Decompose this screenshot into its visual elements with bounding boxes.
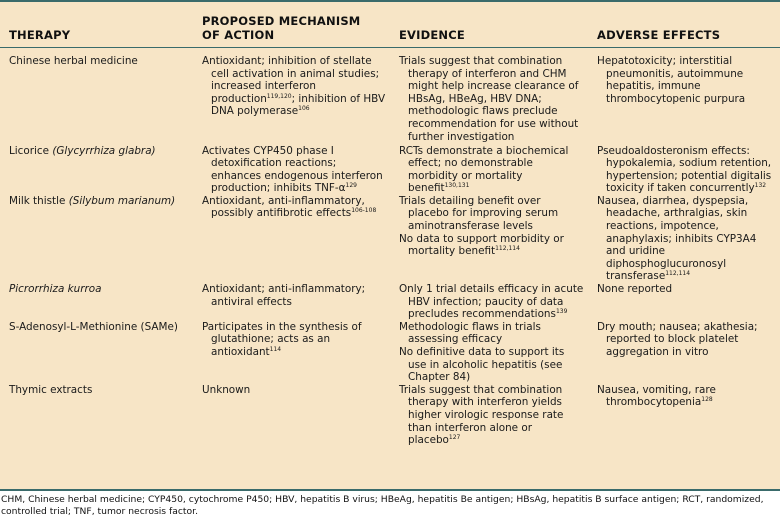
citation-reference: 106-108 — [351, 207, 377, 215]
cell-text: Nausea, vomiting, rare thrombocytopenia — [597, 383, 716, 409]
therapy-latin-name: (Glycyrrhiza glabra) — [52, 144, 156, 157]
header-mechanism: PROPOSED MECHANISM OF ACTION — [193, 2, 390, 48]
evidence-text — [399, 346, 584, 384]
cell-text: Antioxidant; inhibition of stellate cell activation in animal studies; increased interferon production — [202, 55, 380, 105]
cell-text: No data to support morbidity or mortality benefit — [399, 232, 564, 258]
mechanism-text — [202, 384, 386, 397]
table-body — [0, 48, 780, 449]
adverse-effects-cell — [588, 48, 780, 145]
therapy-common-name: Milk thistle — [9, 194, 69, 207]
therapy-name — [9, 195, 189, 208]
evidence-cell — [390, 384, 588, 449]
adverse-effects-text — [597, 55, 776, 105]
citation-reference: 128 — [701, 396, 713, 404]
adverse-effects-cell — [588, 145, 780, 195]
adverse-effects-text — [597, 321, 776, 359]
cell-text: Participates in the synthesis of glutathione; acts as an antioxidant — [202, 320, 362, 358]
cell-text: Dry mouth; nausea; akathesia; reported to block platelet aggregation in vitro — [597, 320, 758, 358]
adverse-effects-cell — [588, 195, 780, 283]
cell-text: RCTs demonstrate a biochemical effect; no demonstrable morbidity or mortality benefit — [399, 144, 569, 195]
citation-reference: 132 — [754, 182, 767, 190]
adverse-effects-cell — [588, 321, 780, 384]
evidence-cell — [390, 145, 588, 195]
adverse-effects-text — [597, 283, 776, 296]
adverse-effects-text — [597, 195, 776, 283]
cell-text: Methodologic flaws in trials assessing efficacy — [399, 320, 541, 346]
therapy-common-name: S-Adenosyl-L-Methionine (SAMe) — [9, 320, 178, 333]
citation-reference: 112,114 — [665, 270, 691, 278]
citation-reference: 114 — [269, 346, 282, 353]
evidence-text — [399, 384, 584, 447]
mechanism-text — [202, 145, 386, 195]
cell-text: Trials detailing benefit over placebo for improving serum aminotransferase levels — [399, 194, 559, 233]
evidence-text — [399, 321, 584, 346]
therapy-name — [9, 145, 189, 158]
citation-reference: 129 — [345, 182, 357, 190]
mechanism-text — [202, 195, 386, 220]
mechanism-text — [202, 321, 386, 359]
cell-text: Hepatotoxicity; interstitial pneumonitis, autoimmune hepatitis, immune thrombocytopenic purpura — [597, 55, 746, 105]
evidence-cell — [390, 195, 588, 283]
cell-text: Unknown — [202, 383, 251, 396]
therapy-cell — [0, 48, 193, 145]
mechanism-cell — [193, 195, 390, 283]
citation-reference: 106 — [298, 105, 310, 113]
table-row — [0, 384, 780, 449]
evidence-cell — [390, 283, 588, 321]
header-evidence: EVIDENCE — [390, 2, 588, 48]
therapy-name — [9, 384, 189, 397]
therapy-cell — [0, 321, 193, 384]
evidence-text — [399, 283, 584, 321]
header-therapy: THERAPY — [0, 2, 193, 48]
citation-reference: 127 — [448, 434, 461, 442]
table-row — [0, 321, 780, 384]
table-row — [0, 145, 780, 195]
table-row — [0, 195, 780, 283]
cell-text: ; inhibition of HBV DNA polymerase — [211, 92, 386, 118]
adverse-effects-cell — [588, 384, 780, 449]
therapy-latin-name: (Silybum marianum) — [68, 194, 176, 207]
therapy-common-name: Licorice — [9, 144, 53, 157]
cell-text: Activates CYP450 phase I detoxification reactions; enhances endogenous interferon production; inhibits TNF-α — [202, 144, 383, 195]
mechanism-cell — [193, 145, 390, 195]
therapy-cell — [0, 195, 193, 283]
citation-reference: 119,120 — [266, 92, 292, 100]
mechanism-cell — [193, 283, 390, 321]
citation-reference: 130,131 — [444, 182, 470, 190]
therapy-common-name: Thymic extracts — [9, 383, 93, 396]
therapy-name — [9, 321, 189, 334]
citation-reference: 112,114 — [495, 245, 520, 253]
therapy-cell — [0, 384, 193, 449]
mechanism-cell — [193, 384, 390, 449]
table-footnote: CHM, Chinese herbal medicine; CYP450, cytochrome P450; HBV, hepatitis B virus; HBeAg, hepatitis Be antigen; HBsAg, hepatitis B surface antigen; RCT, randomized, controlled trial; TNF, tumor necrosis factor. — [1, 494, 764, 517]
cell-text: Antioxidant, anti-inflammatory, possibly antifibrotic effects — [202, 194, 365, 220]
therapy-latin-name: Picrorrhiza kurroa — [9, 283, 102, 296]
cell-text: Pseudoaldosteronism effects: hypokalemia, sodium retention, hypertension; potential digitalis toxicity if taken concurrently — [597, 144, 772, 195]
evidence-text — [399, 55, 584, 143]
table-row — [0, 283, 780, 321]
cell-text: Nausea, diarrhea, dyspepsia, headache, arthralgias, skin reactions, impotence, anaphylaxis; inhibits CYP3A4 and uridine diphosphoglucuronosyl transferase — [597, 194, 757, 283]
therapy-common-name: Chinese herbal medicine — [9, 55, 138, 67]
adverse-effects-text — [597, 145, 776, 195]
cell-text: No definitive data to support its use in alcoholic hepatitis (see Chapter 84) — [399, 346, 565, 384]
adverse-effects-cell — [588, 283, 780, 321]
therapy-name — [9, 283, 189, 296]
evidence-cell — [390, 321, 588, 384]
mechanism-cell — [193, 48, 390, 145]
evidence-text — [399, 145, 584, 195]
mechanism-text — [202, 55, 386, 118]
therapy-table — [0, 2, 780, 449]
evidence-cell — [390, 48, 588, 145]
header-row — [0, 2, 780, 48]
adverse-effects-text — [597, 384, 776, 409]
cell-text: None reported — [597, 283, 673, 296]
mechanism-cell — [193, 321, 390, 384]
evidence-text — [399, 233, 584, 258]
therapy-cell — [0, 145, 193, 195]
therapy-name — [9, 55, 189, 68]
header-adverse-effects: ADVERSE EFFECTS — [588, 2, 780, 48]
table-row — [0, 48, 780, 145]
citation-reference: 139 — [555, 308, 568, 316]
cell-text: Only 1 trial details efficacy in acute HBV infection; paucity of data precludes recommendations — [399, 283, 584, 321]
cell-text: Antioxidant; anti-inflammatory; antiviral effects — [202, 283, 366, 308]
mechanism-text — [202, 283, 386, 308]
cell-text: Trials suggest that combination therapy of interferon and CHM might help increase clearance of HBsAg, HBeAg, HBV DNA; methodologic flaws preclude recommendation for use without further investigation — [399, 55, 579, 143]
therapy-cell — [0, 283, 193, 321]
cell-text: Trials suggest that combination therapy with interferon yields higher virologic response rate than interferon alone or placebo — [399, 383, 564, 447]
evidence-text — [399, 195, 584, 233]
